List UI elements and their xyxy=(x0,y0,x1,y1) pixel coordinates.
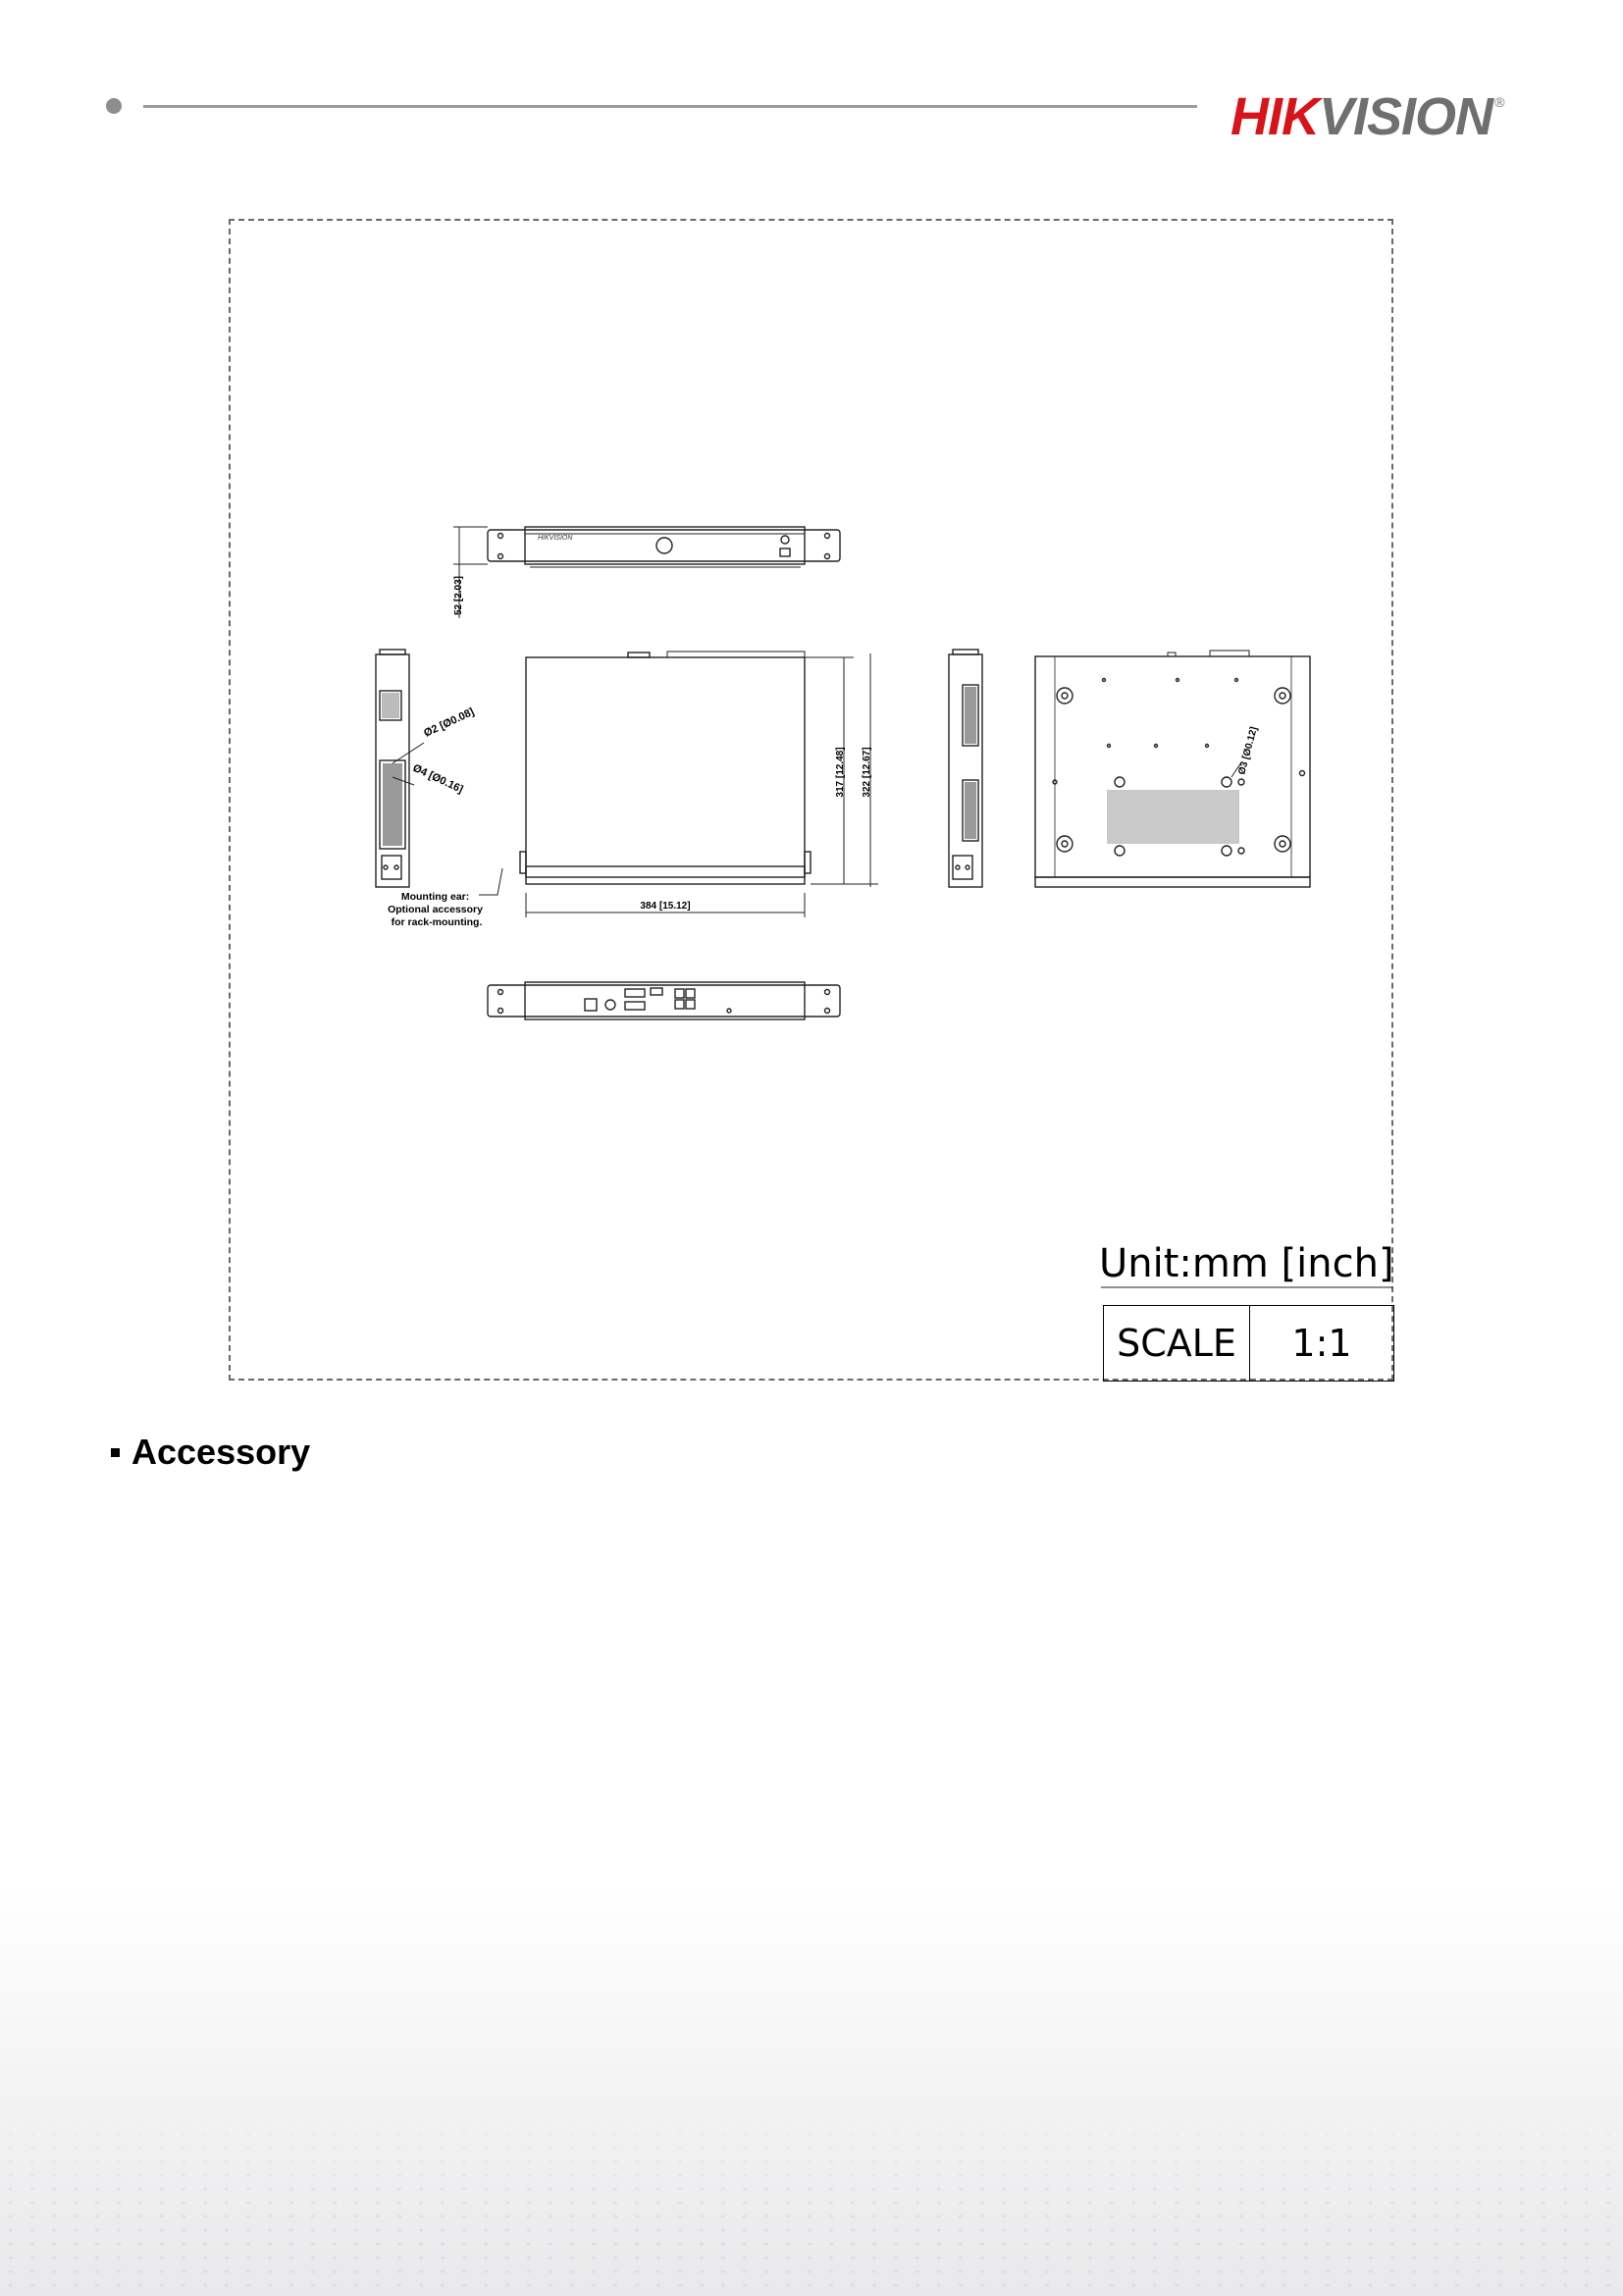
vent-grille-left xyxy=(382,693,399,718)
hole-medium-label: Ø4 [Ø0.16] xyxy=(410,761,465,796)
logo-vision: VISION xyxy=(1319,87,1493,146)
port-holes-right-2 xyxy=(965,782,976,839)
front-brand-label: HIKVISION xyxy=(538,535,573,542)
unit-label: Unit:mm [inch] xyxy=(1099,1241,1394,1286)
scale-box xyxy=(1103,1305,1394,1382)
accessory-heading-text: Accessory xyxy=(131,1432,311,1472)
port-holes-left xyxy=(383,763,402,846)
scale-label: SCALE xyxy=(1104,1306,1250,1381)
mounting-note-line-3: for rack-mounting. xyxy=(391,916,483,928)
logo-registered-mark: ® xyxy=(1494,94,1504,110)
width-dimension-label: 384 [15.12] xyxy=(640,901,691,912)
mounting-note-line-1: Mounting ear: xyxy=(400,891,470,903)
mounting-note xyxy=(388,891,486,928)
bullet-icon xyxy=(111,1448,120,1457)
top-view xyxy=(520,652,878,917)
accessory-heading xyxy=(111,1429,310,1476)
port-holes-right-1 xyxy=(965,687,976,744)
rear-view xyxy=(488,982,840,1019)
bottom-view xyxy=(1035,651,1310,887)
mounting-note-line-2: Optional accessory xyxy=(388,904,483,915)
height-dimension-label: 52 [2.03] xyxy=(453,575,464,616)
right-side-view xyxy=(949,650,982,887)
hole-large-label: Ø3 [Ø0.12] xyxy=(1236,725,1260,776)
scale-value: 1:1 xyxy=(1291,1322,1352,1365)
depth-dimension-1-label: 317 [12.48] xyxy=(835,747,846,798)
front-view xyxy=(453,527,840,618)
logo-hik: HIK xyxy=(1230,87,1319,146)
hole-small-label: Ø2 [Ø0.08] xyxy=(422,705,477,740)
vent-grille-bottom xyxy=(1107,790,1239,844)
depth-dimension-2-label: 322 [12.67] xyxy=(862,747,872,798)
